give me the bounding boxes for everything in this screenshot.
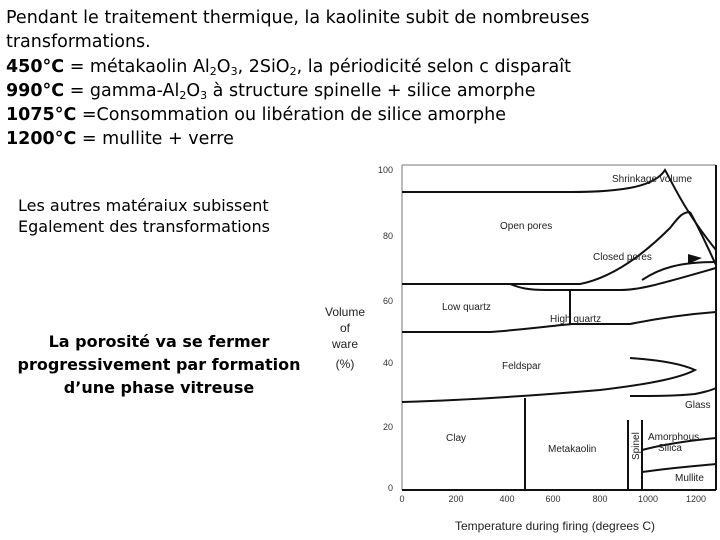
label-clay: Clay	[446, 433, 467, 444]
sub: 2	[289, 64, 297, 78]
glass-boundary	[630, 388, 716, 396]
stage-450	[6, 55, 712, 79]
label-feldspar: Feldspar	[502, 361, 541, 372]
stage-1075-text: =Consommation ou libération de silice amorphe	[76, 105, 506, 126]
label-shrinkage-volume: Shrinkage volume	[612, 174, 693, 185]
x-tick-1000: 1000	[637, 494, 659, 504]
phase-volume-diagram	[310, 150, 720, 540]
stage-450-temp: 450°C	[6, 56, 65, 77]
intro-text	[6, 6, 712, 152]
porosity-note	[8, 330, 310, 399]
label-open-pores: Open pores	[500, 221, 553, 232]
stage-990-text: à structure spinelle + silice amorphe	[207, 80, 536, 101]
intro-line-1: Pendant le traitement thermique, la kaolinite subit de nombreuses	[6, 8, 590, 28]
label-glass: Glass	[685, 400, 711, 411]
other-materials-note	[18, 195, 270, 237]
x-tick-400: 400	[499, 494, 515, 504]
x-tick-0: 0	[399, 494, 405, 504]
mullite-boundary	[642, 464, 716, 472]
intro-line-2: transformations.	[6, 32, 151, 53]
x-tick-600: 600	[545, 494, 561, 504]
stage-1200-temp: 1200°C	[6, 129, 77, 150]
label-amorphous: Amorphous	[648, 432, 700, 443]
other-materials-line-2: Egalement des transformations	[18, 217, 270, 236]
y-tick-40: 40	[382, 358, 393, 368]
sub: 3	[200, 88, 208, 102]
y-tick-0: 0	[387, 483, 393, 493]
label-closed-pores: Closed pores	[593, 252, 652, 263]
y-tick-60: 60	[382, 296, 393, 306]
y-axis-title-3: ware	[331, 337, 359, 351]
label-high-quartz: High quartz	[550, 314, 602, 325]
y-tick-20: 20	[382, 422, 393, 432]
label-spinel: Spinel	[631, 432, 642, 460]
stage-1200-text: = mullite + verre	[76, 129, 234, 150]
stage-450-text: , la périodicité selon c disparaît	[296, 56, 572, 77]
stage-1075	[6, 103, 712, 127]
x-tick-200: 200	[448, 494, 464, 504]
x-tick-800: 800	[592, 494, 608, 504]
porosity-line-1: La porosité va se fermer	[48, 332, 270, 351]
porosity-line-2: progressivement par formation	[17, 355, 301, 374]
stage-450-text: , 2SiO	[237, 56, 290, 77]
stage-1200	[6, 127, 712, 151]
stage-450-text: O	[216, 56, 231, 77]
y-tick-100: 100	[377, 165, 393, 175]
y-tick-80: 80	[382, 231, 393, 241]
x-axis-title: Temperature during firing (degrees C)	[454, 519, 656, 533]
y-axis-title-1: Volume	[324, 305, 366, 319]
porosity-line-3: d’une phase vitreuse	[63, 378, 255, 397]
stage-990-text: = gamma-Al	[64, 80, 180, 101]
sub: 2	[179, 88, 187, 102]
stage-1075-temp: 1075°C	[6, 105, 77, 126]
y-axis-title-4: (%)	[335, 357, 355, 371]
sub: 3	[230, 64, 238, 78]
stage-990-text: O	[186, 80, 201, 101]
stage-990	[6, 79, 712, 103]
other-materials-line-1: Les autres matéraiux subissent	[18, 196, 269, 215]
label-mullite: Mullite	[675, 473, 704, 484]
label-silica: Silica	[658, 443, 682, 454]
stage-450-text: = métakaolin Al	[64, 56, 210, 77]
y-axis-title-2: of	[339, 321, 351, 335]
sub: 2	[209, 64, 217, 78]
stage-990-temp: 990°C	[6, 80, 65, 101]
label-metakaolin: Metakaolin	[548, 444, 597, 455]
quartz-upper-boundary	[402, 268, 716, 290]
label-low-quartz: Low quartz	[442, 302, 491, 313]
x-tick-1200: 1200	[685, 494, 707, 504]
